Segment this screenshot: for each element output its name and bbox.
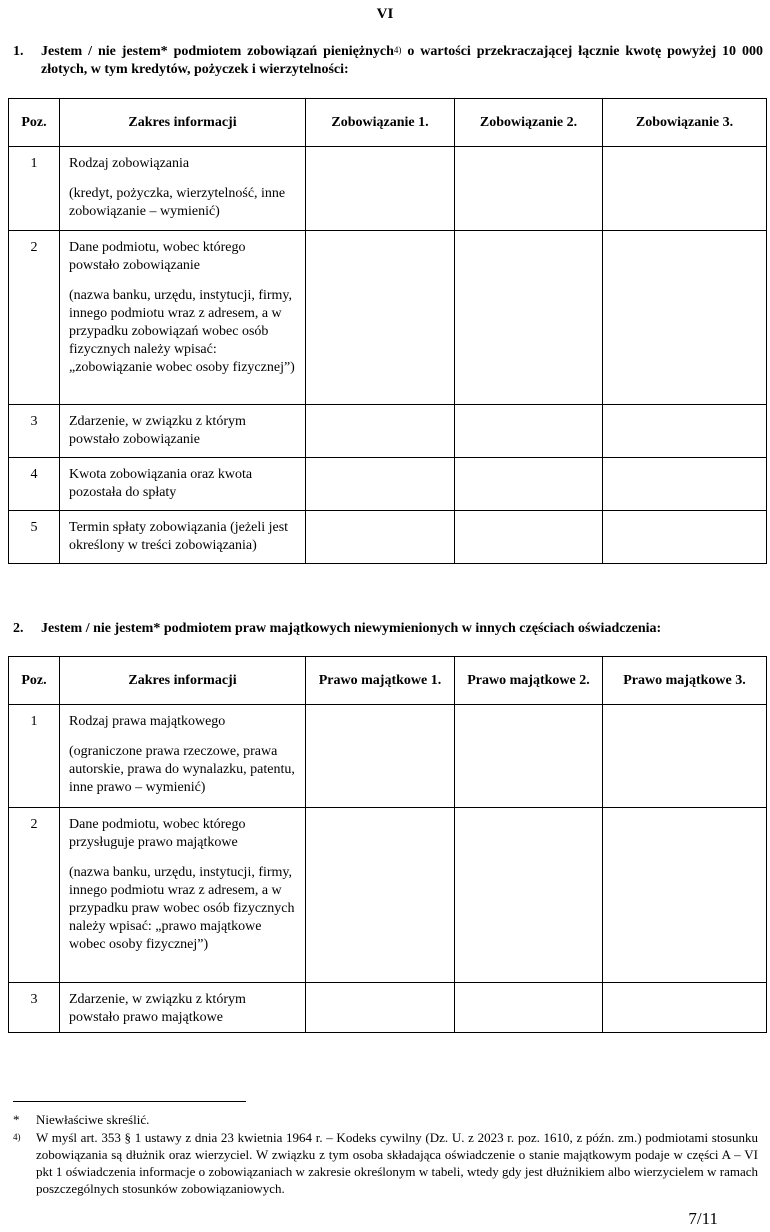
col-header-pos: Poz. [9, 657, 60, 705]
entry-cell[interactable] [603, 231, 767, 405]
footnote-separator [13, 1101, 246, 1102]
entry-cell[interactable] [455, 405, 603, 458]
entry-cell[interactable] [306, 147, 455, 231]
row-desc [60, 983, 306, 1033]
row-desc-title: Rodzaj zobowiązania [69, 156, 190, 171]
row-desc-title: Zdarzenie, w związku z którym powstało prawo majątkowe [69, 992, 246, 1025]
row-desc [60, 231, 306, 405]
row-pos: 3 [9, 405, 60, 458]
row-desc-note: (ograniczone prawa rzeczowe, prawa autorskie, prawa do wynalazku, patentu, inne prawo – wymienić) [69, 744, 295, 795]
row-desc-note: (kredyt, pożyczka, wierzytelność, inne zobowiązanie – wymienić) [69, 186, 286, 219]
row-desc [60, 458, 306, 511]
entry-cell[interactable] [306, 705, 455, 808]
entry-cell[interactable] [306, 511, 455, 564]
row-desc [60, 808, 306, 983]
row-desc-title: Dane podmiotu, wobec którego przysługuje prawo majątkowe [69, 817, 246, 850]
col-header-pos: Poz. [9, 99, 60, 147]
entry-cell[interactable] [603, 983, 767, 1033]
row-desc-note: (nazwa banku, urzędu, instytucji, firmy, innego podmiotu wraz z adresem, a w przypadku zobowiązań wobec osób fizycznych należy wpisać: „zobowiązanie wobec osoby fizycznej”) [69, 288, 295, 375]
entry-cell[interactable] [603, 405, 767, 458]
entry-cell[interactable] [455, 705, 603, 808]
table-row [9, 405, 767, 458]
row-desc-title: Zdarzenie, w związku z którym powstało zobowiązanie [69, 414, 246, 447]
row-desc-note: (nazwa banku, urzędu, instytucji, firmy, innego podmiotu wraz z adresem, a w przypadku praw wobec osób fizycznych należy wpisać: „prawo majątkowe wobec osoby fizycznej”) [69, 865, 295, 952]
row-pos: 1 [9, 147, 60, 231]
footnote-asterisk [13, 1111, 758, 1128]
entry-cell[interactable] [306, 808, 455, 983]
entry-cell[interactable] [306, 405, 455, 458]
table-row [9, 458, 767, 511]
footnote-text: Niewłaściwe skreślić. [36, 1112, 150, 1127]
col-header-item3: Zobowiązanie 3. [603, 99, 767, 147]
entry-cell[interactable] [603, 705, 767, 808]
row-pos: 2 [9, 808, 60, 983]
col-header-scope: Zakres informacji [60, 657, 306, 705]
table-row [9, 511, 767, 564]
entry-cell[interactable] [455, 808, 603, 983]
entry-cell[interactable] [603, 511, 767, 564]
row-pos: 1 [9, 705, 60, 808]
section1-heading [13, 43, 763, 79]
footnote-text: W myśl art. 353 § 1 ustawy z dnia 23 kwietnia 1964 r. – Kodeks cywilny (Dz. U. z 2023 r. poz. 1610, z późn. zm.) podmiotami stosunku zobowiązania są dłużnik oraz wierzyciel. W związku z tym osoba składająca oświadczenie o stanie majątkowym podaje w części A – VI pkt 1 oświadczenia informacje o zobowiązaniach w zakresie określonym w tabeli, wtedy gdy jest dłużnikiem albo wierzycielem w ramach poszczególnych stosunków zobowiązaniowych. [36, 1130, 758, 1196]
entry-cell[interactable] [455, 458, 603, 511]
entry-cell[interactable] [455, 511, 603, 564]
row-desc [60, 511, 306, 564]
entry-cell[interactable] [603, 147, 767, 231]
section2-heading-text: Jestem / nie jestem* podmiotem praw majątkowych niewymienionych w innych częściach oświadczenia: [41, 621, 662, 636]
col-header-item1: Prawo majątkowe 1. [306, 657, 455, 705]
entry-cell[interactable] [306, 231, 455, 405]
footnote-4 [13, 1129, 758, 1197]
row-pos: 5 [9, 511, 60, 564]
section1-heading-text2: o wartości przekraczającej łącznie kwotę powyżej 10 000 złotych, w tym kredytów, pożyczek i wierzytelności: [41, 44, 763, 77]
row-desc-title: Rodzaj prawa majątkowego [69, 714, 226, 729]
table-row [9, 231, 767, 405]
col-header-scope: Zakres informacji [60, 99, 306, 147]
entry-cell[interactable] [455, 983, 603, 1033]
row-desc-title: Kwota zobowiązania oraz kwota pozostała do spłaty [69, 467, 253, 500]
col-header-item1: Zobowiązanie 1. [306, 99, 455, 147]
table-header-row [9, 657, 767, 705]
footnote-ref-4: 4) [393, 45, 402, 55]
entry-cell[interactable] [306, 983, 455, 1033]
section1-number: 1. [13, 44, 24, 59]
table-row [9, 705, 767, 808]
col-header-item3: Prawo majątkowe 3. [603, 657, 767, 705]
section2-heading [13, 620, 763, 638]
row-pos: 2 [9, 231, 60, 405]
entry-cell[interactable] [455, 231, 603, 405]
table-row [9, 983, 767, 1033]
obligations-table [8, 98, 767, 564]
section2-number: 2. [13, 621, 24, 636]
table-row [9, 147, 767, 231]
property-rights-table [8, 656, 767, 1033]
table-row [9, 808, 767, 983]
entry-cell[interactable] [603, 808, 767, 983]
row-pos: 4 [9, 458, 60, 511]
entry-cell[interactable] [603, 458, 767, 511]
section-title: VI [376, 6, 394, 22]
row-desc-title: Dane podmiotu, wobec którego powstało zobowiązanie [69, 240, 246, 273]
footnote-mark: * [13, 1112, 20, 1127]
row-desc [60, 405, 306, 458]
section1-heading-text: Jestem / nie jestem* podmiotem zobowiązań pieniężnych [41, 44, 394, 59]
footnote-mark: 4) [13, 1132, 21, 1142]
col-header-item2: Zobowiązanie 2. [455, 99, 603, 147]
row-desc [60, 705, 306, 808]
table-header-row [9, 99, 767, 147]
col-header-item2: Prawo majątkowe 2. [455, 657, 603, 705]
page-number: 7/11 [688, 1209, 718, 1228]
row-pos: 3 [9, 983, 60, 1033]
row-desc [60, 147, 306, 231]
entry-cell[interactable] [306, 458, 455, 511]
entry-cell[interactable] [455, 147, 603, 231]
row-desc-title: Termin spłaty zobowiązania (jeżeli jest określony w treści zobowiązania) [69, 520, 289, 553]
